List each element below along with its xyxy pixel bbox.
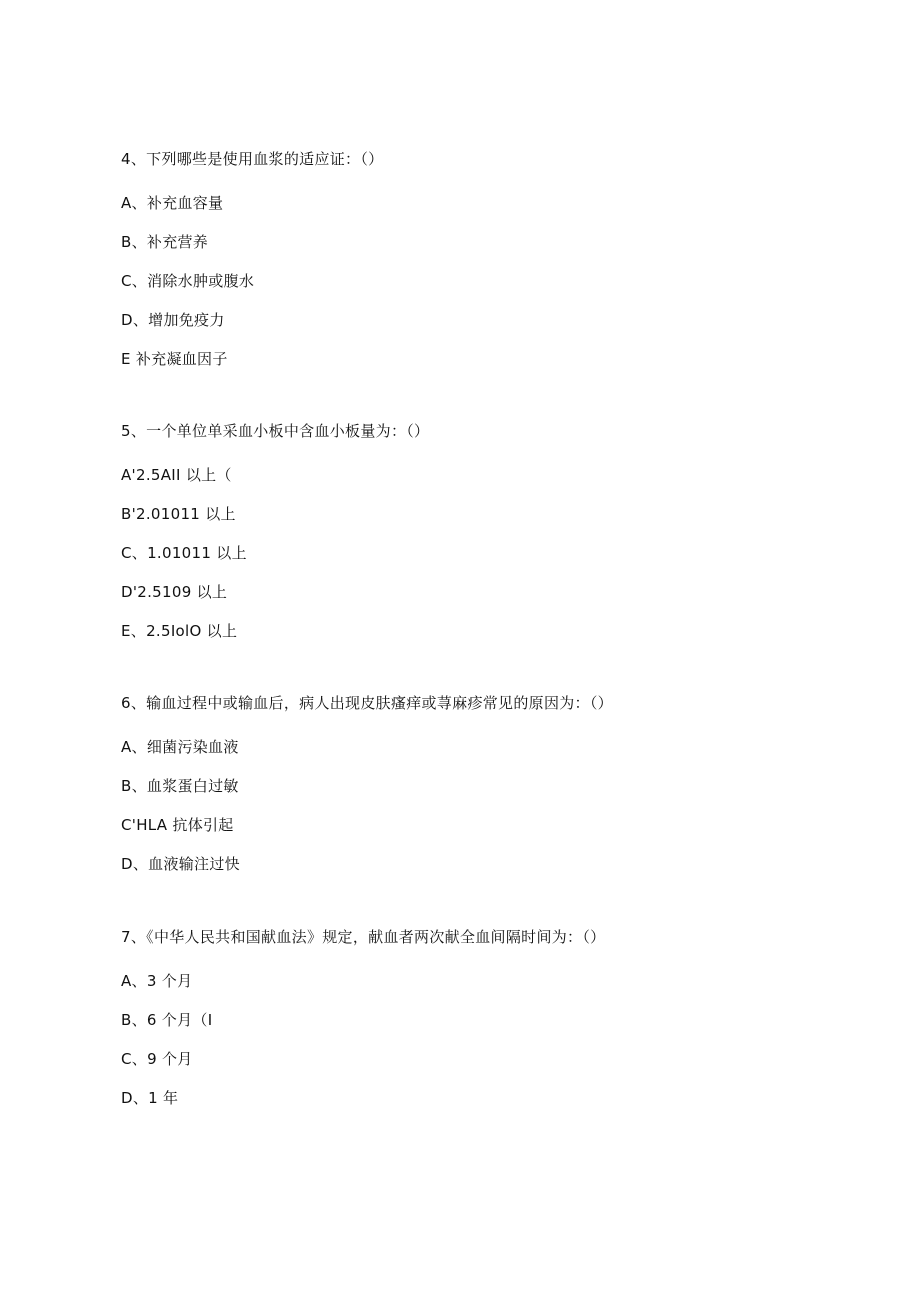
option-d: D'2.5109 以上 [121, 583, 228, 601]
question-7 [121, 927, 841, 1108]
question-text: 7、《中华人民共和国献血法》规定，献血者两次献全血间隔时间为：（） [121, 928, 606, 946]
option-d: D、血液输注过快 [121, 855, 240, 873]
option-c: C、1.01011 以上 [121, 544, 247, 562]
option-e: E、2.5IolO 以上 [121, 622, 238, 640]
option-c: C'HLA 抗体引起 [121, 816, 234, 834]
option-a: A、补充血容量 [121, 194, 224, 212]
question-text: 5、一个单位单采血小板中含血小板量为：（） [121, 422, 430, 440]
option-a: A、细菌污染血液 [121, 738, 239, 756]
option-d: D、增加免疫力 [121, 311, 225, 329]
option-e: E 补充凝血因子 [121, 350, 228, 368]
option-d: D、1 年 [121, 1089, 179, 1107]
option-b: B、补充营养 [121, 233, 209, 251]
question-4 [121, 149, 841, 369]
option-a: A、3 个月 [121, 972, 193, 990]
option-c: C、消除水肿或腹水 [121, 272, 255, 290]
question-5 [121, 421, 841, 641]
question-text: 4、下列哪些是使用血浆的适应证：（） [121, 150, 384, 168]
question-6 [121, 693, 841, 874]
option-c: C、9 个月 [121, 1050, 193, 1068]
option-a: A'2.5AII 以上（ [121, 466, 232, 484]
option-b: B、血浆蛋白过敏 [121, 777, 239, 795]
option-b: B、6 个月（I [121, 1011, 213, 1029]
option-b: B'2.01011 以上 [121, 505, 236, 523]
question-text: 6、输血过程中或输血后，病人出现皮肤瘙痒或荨麻疹常见的原因为：（） [121, 694, 613, 712]
